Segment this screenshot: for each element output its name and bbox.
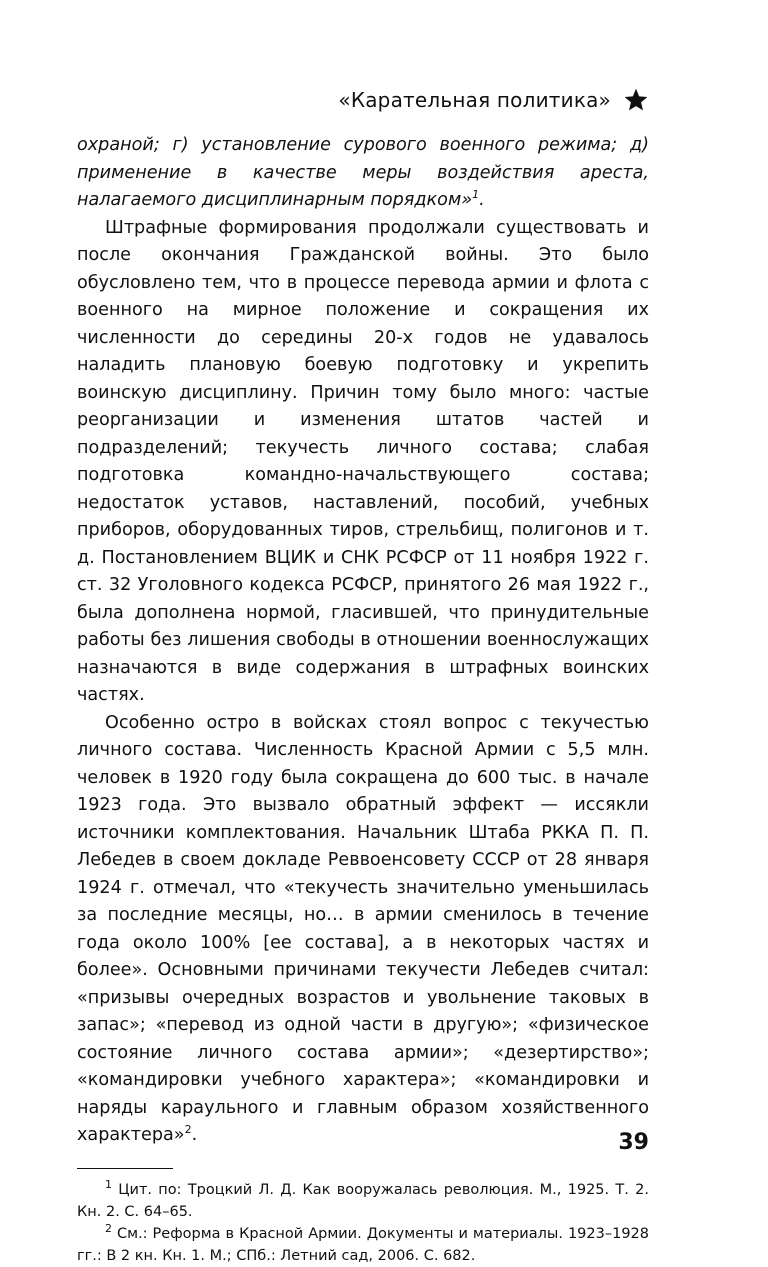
page-number: 39 xyxy=(618,1130,649,1155)
footnote-ref-1: 1 xyxy=(472,188,480,202)
paragraph-2: Штрафные формирования продолжали существовать и после окончания Гражданской войны. Это было обусловлено тем, что в процессе перевода армии и флота с военного на мирное положение и сокращения их численности до середины 20-х годов не удавалось наладить плановую боевую подготовку и укрепить воинскую дисциплину. Причин тому было много: частые реорганизации и изменения штатов частей и подразделений; текучесть личного состава; слабая подготовка командно-начальствующего состава; недостаток уставов, наставлений, пособий, учебных приборов, оборудованных тиров, стрельбищ, полигонов и т. д. Постановлением ВЦИК и СНК РСФСР от 11 ноября 1922 г. ст. 32 Уголовного кодекса РСФСР, принятого 26 мая 1922 г., была дополнена нормой, гласившей, что принудительные работы без лишения свободы в отношении военнослужащих назначаются в виде содержания в штрафных воинских частях. xyxy=(77,217,649,705)
star-icon xyxy=(623,87,649,113)
footnotes xyxy=(77,1179,649,1267)
paragraph-1: охраной; г) установление сурового военного режима; д) применение в качестве меры воздействия ареста, налагаемого дисциплинарным порядком»$^1$. xyxy=(77,135,649,210)
paragraph-3: Особенно остро в войсках стоял вопрос с текучестью личного состава. Численность Красной Армии с 5,5 млн. человек в 1920 году была сокращена до 600 тыс. в начале 1923 года. Это вызвало обратный эффект — иссякли источники комплектования. Начальник Штаба РККА П. П. Лебедев в своем докладе Реввоенсовету СССР от 28 января 1924 г. отмечал, что «текучесть значительно уменьшилась за последние месяцы, но… в армии сменилось в течение года около 100% [ее состава], а в некоторых частях и более». Основными причинами текучести Лебедев считал: «призывы очередных возрастов и увольнение таковых в запас»; «перевод из одной части в другую»; «физическое состояние личного состава армии»; «дезертирство»; «командировки учебного характера»; «командировки и наряды караульного и главным образом хозяйственного характера»$^2$. xyxy=(77,712,649,1145)
running-title: «Карательная политика» xyxy=(338,88,611,112)
running-header xyxy=(77,80,649,120)
book-page xyxy=(77,80,649,1267)
footnote-2: $^2$ См.: Реформа в Красной Армии. Документы и материалы. 1923–1928 гг.: В 2 кн. Кн. 1. М.; СПб.: Летний сад, 2006. С. 682. xyxy=(77,1221,649,1264)
body-text xyxy=(77,132,649,1150)
footnote-marker-2: 2 xyxy=(105,1221,112,1235)
footnote-ref-2: 2 xyxy=(184,1123,192,1137)
footnote-1: $^1$ Цит. по: Троцкий Л. Д. Как вооружалась революция. М., 1925. Т. 2. Кн. 2. С. 64–65. xyxy=(77,1177,650,1220)
footnote-marker-1: 1 xyxy=(105,1177,112,1191)
footnote-divider xyxy=(77,1168,173,1169)
